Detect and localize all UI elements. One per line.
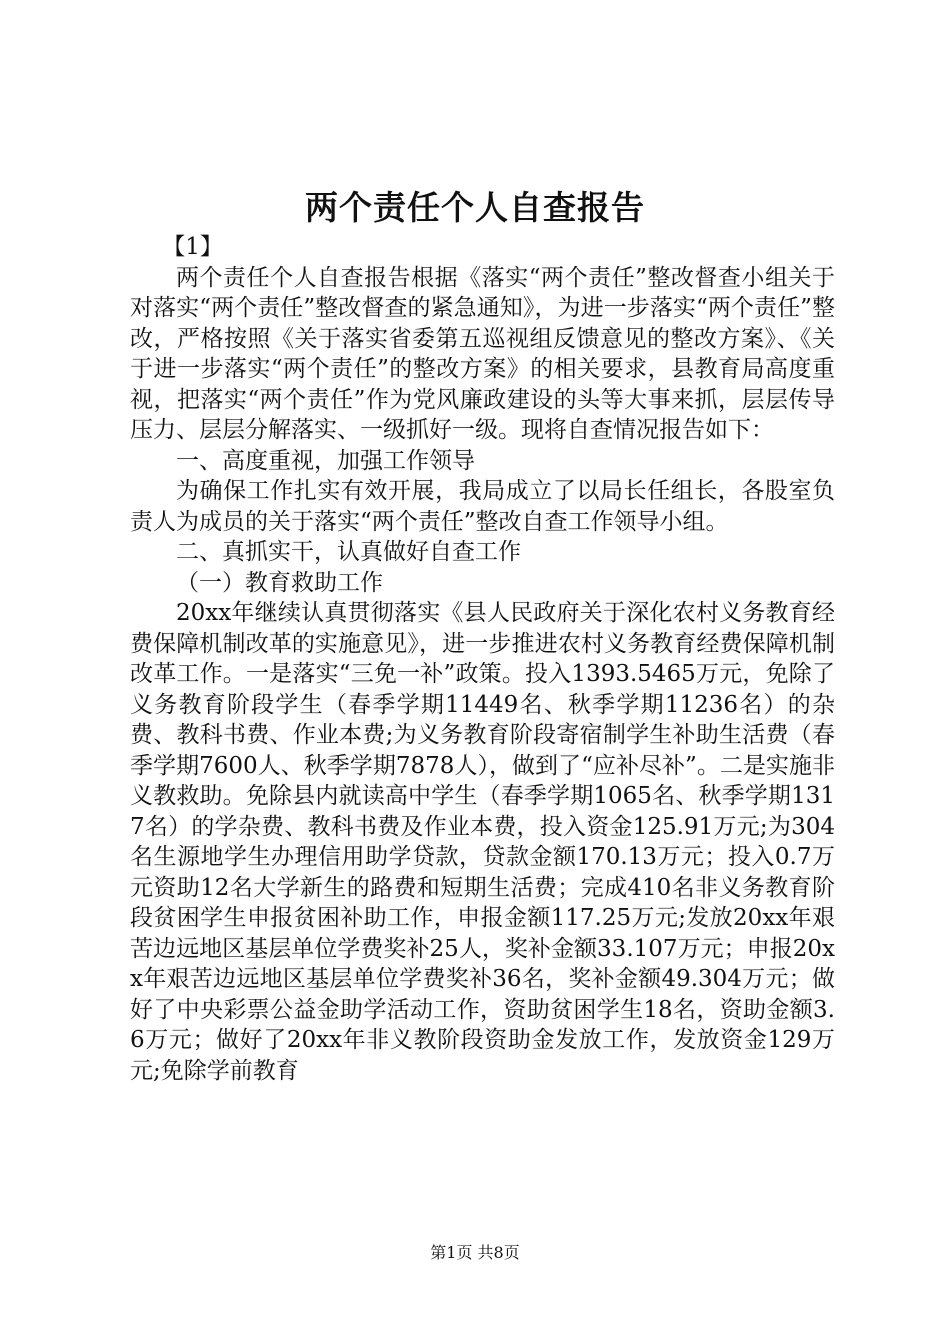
section-marker: 【1】 <box>162 234 223 260</box>
paragraph-section-1: 为确保工作扎实有效开展，我局成立了以局长任组长，各股室负责人为成员的关于落实“两个责任”整改自查工作领导小组。 <box>130 478 835 535</box>
paragraph-intro: 两个责任个人自查报告根据《落实“两个责任”整改督查小组关于对落实“两个责任”整改督查的紧急通知》，为进一步落实“两个责任”整改，严格按照《关于落实省委第五巡视组反馈意见的整改方案》、《关于进一步落实“两个责任”的整改方案》的相关要求，县教育局高度重视，把落实“两个责任”作为党风廉政建设的头等大事来抓，层层传导压力、层层分解落实、一级抓好一级。现将自查情况报告如下： <box>130 264 835 443</box>
document-title: 两个责任个人自查报告 <box>305 188 645 227</box>
heading-section-2: 二、真抓实干，认真做好自查工作 <box>176 539 521 565</box>
subheading-education-aid: （一）教育救助工作 <box>176 569 383 596</box>
document-body <box>130 232 835 1086</box>
page-number: 第1页 共8页 <box>430 1243 520 1262</box>
heading-section-1: 一、高度重视，加强工作领导 <box>176 447 475 474</box>
paragraph-education-aid: 20xx年继续认真贯彻落实《县人民政府关于深化农村义务教育经费保障机制改革的实施意见》，进一步推进农村义务教育经费保障机制改革工作。一是落实“三免一补”政策。投入1393.5465万元，免除了义务教育阶段学生（春季学期11449名、秋季学期11236名）的杂费、教科书费、作业本费;为义务教育阶段寄宿制学生补助生活费（春季学期7600人、秋季学期7878人），做到了“应补尽补”。二是实施非义教救助。免除县内就读高中学生（春季学期1065名、秋季学期1317名）的学杂费、教科书费及作业本费，投入资金125.91万元;为304名生源地学生办理信用助学贷款，贷款金额170.13万元；投入0.7万元资助12名大学新生的路费和短期生活费；完成410名非义务教育阶段贫困学生申报贫困补助工作，申报金额117.25万元;发放20xx年艰苦边远地区基层单位学费奖补25人，奖补金额33.107万元；申报20xx年艰苦边远地区基层单位学费奖补36名，奖补金额49.304万元；做好了中央彩票公益金助学活动工作，资助贫困学生18名，资助金额3.6万元；做好了20xx年非义教阶段资助金发放工作，发放资金129万元;免除学前教育 <box>130 600 835 1084</box>
